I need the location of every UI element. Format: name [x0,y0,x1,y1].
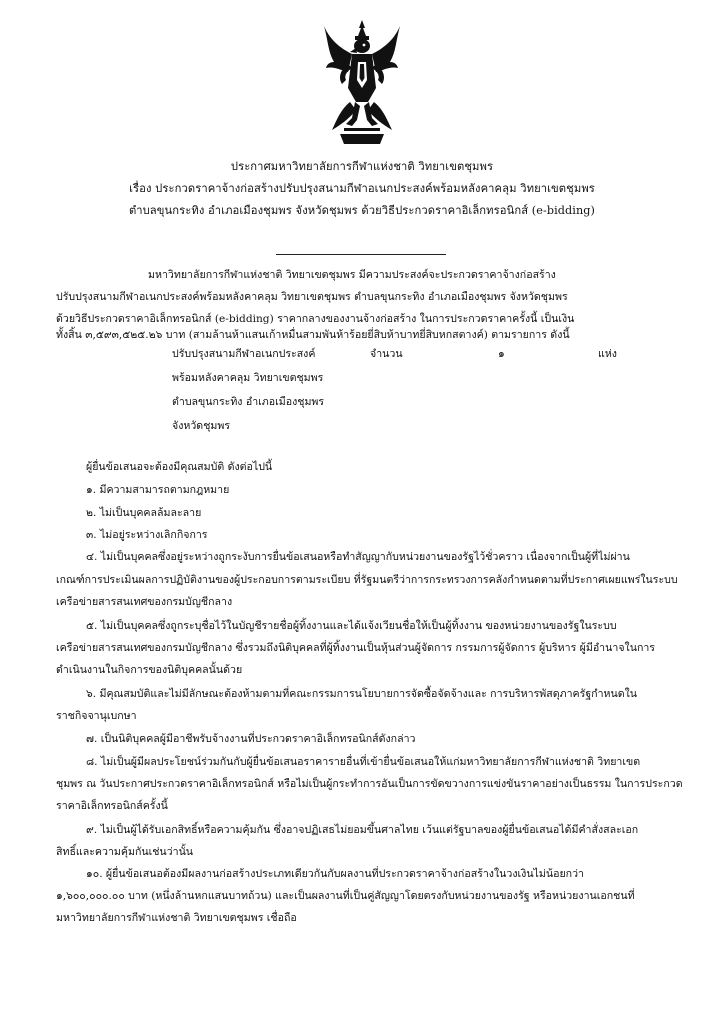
qualification-item: ราชกิจจานุเบกษา [56,710,137,722]
qualification-item: สิทธิ์และความคุ้มกันเช่นว่านั้น [56,846,194,858]
item-description: ปรับปรุงสนามกีฬาอเนกประสงค์ [172,348,316,360]
qualification-item: ๖. มีคุณสมบัติและไม่มีลักษณะต้องห้ามตามที่คณะกรรมการนโยบายการจัดซื้อจัดจ้างและ การบริหารพัสดุภาครัฐกำหนดใน [86,688,638,700]
qualification-item: ๕. ไม่เป็นบุคคลซึ่งถูกระบุชื่อไว้ในบัญชีรายชื่อผู้ทิ้งงานและได้แจ้งเวียนชื่อให้เป็นผู้ทิ้งงาน ของหน่วยงานของรัฐในระบบ [86,620,617,632]
qualifications-heading: ผู้ยื่นข้อเสนอจะต้องมีคุณสมบัติ ดังต่อไปนี้ [86,461,273,473]
item-unit: แห่ง [598,348,617,360]
item-description: จังหวัดชุมพร [172,420,231,432]
item-description: ตำบลขุนกระทิง อำเภอเมืองชุมพร [172,396,325,408]
announcement-header [40,156,684,222]
header-subject: เรื่อง ประกวดราคาจ้างก่อสร้างปรับปรุงสนามกีฬาอเนกประสงค์พร้อมหลังคาคลุม วิทยาเขตชุมพร [129,182,595,195]
qualification-item: ดำเนินงานในกิจการของนิติบุคคลนั้นด้วย [56,664,243,676]
item-quantity: ๑ [498,348,505,360]
garuda-emblem-icon [322,18,402,150]
qualification-item: ๑,๖๐๐,๐๐๐.๐๐ บาท (หนึ่งล้านหกแสนบาทถ้วน) และเป็นผลงานที่เป็นคู่สัญญาโดยตรงกับหน่วยงานของรัฐ หรือหน่วยงานเอกชนที่ [56,890,635,902]
header-location: ตำบลขุนกระทิง อำเภอเมืองชุมพร จังหวัดชุมพร ด้วยวิธีประกวดราคาอิเล็กทรอนิกส์ (e-bidding) [128,204,596,217]
intro-line: ทั้งสิ้น ๓,๕๙๓,๕๒๕.๒๖ บาท (สามล้านห้าแสนเก้าหมื่นสามพันห้าร้อยยี่สิบห้าบาทยี่สิบหกสตางค์) ตามรายการ ดังนี้ [56,329,570,341]
qualification-item: ชุมพร ณ วันประกาศประกวดราคาอิเล็กทรอนิกส์ หรือไม่เป็นผู้กระทำการอันเป็นการขัดขวางการแข่งขันราคาอย่างเป็นธรรม ในการประกวด [56,778,683,790]
qualification-item: มหาวิทยาลัยการกีฬาแห่งชาติ วิทยาเขตชุมพร เชื่อถือ [56,912,297,924]
qualification-item: เครือข่ายสารสนเทศของกรมบัญชีกลาง [56,596,233,608]
qualification-item: ๗. เป็นนิติบุคคลผู้มีอาชีพรับจ้างงานที่ประกวดราคาอิเล็กทรอนิกส์ดังกล่าว [86,733,416,745]
item-quantity-label: จำนวน [370,348,403,360]
intro-line: ปรับปรุงสนามกีฬาอเนกประสงค์พร้อมหลังคาคลุม วิทยาเขตชุมพร ตำบลขุนกระทิง อำเภอเมืองชุมพร จังหวัดชุมพร [56,291,568,303]
qualification-item: ๒. ไม่เป็นบุคคลล้มละลาย [86,507,202,519]
qualification-item: ๑. มีความสามารถตามกฎหมาย [86,484,230,496]
qualification-item: ๘. ไม่เป็นผู้มีผลประโยชน์ร่วมกันกับผู้ยื่นข้อเสนอราคารายอื่นที่เข้ายื่นข้อเสนอให้แก่มหาวิทยาลัยการกีฬาแห่งชาติ วิทยาเขต [86,756,641,768]
qualification-item: ๔. ไม่เป็นบุคคลซึ่งอยู่ระหว่างถูกระงับการยื่นข้อเสนอหรือทำสัญญากับหน่วยงานของรัฐไว้ชั่วคราว เนื่องจากเป็นผู้ที่ไม่ผ่าน [86,551,630,563]
qualification-item: ๑๐. ผู้ยื่นข้อเสนอต้องมีผลงานก่อสร้างประเภทเดียวกันกับผลงานที่ประกวดราคาจ้างก่อสร้างในวงเงินไม่น้อยกว่า [86,868,584,880]
header-title: ประกาศมหาวิทยาลัยการกีฬาแห่งชาติ วิทยาเขตชุมพร [230,160,494,173]
qualification-item: ราคาอิเล็กทรอนิกส์ครั้งนี้ [56,800,168,812]
intro-line: ด้วยวิธีประกวดราคาอิเล็กทรอนิกส์ (e-bidding) ราคากลางของงานจ้างก่อสร้าง ในการประกวดราคาครั้งนี้ เป็นเงิน [56,313,575,325]
qualification-item: เกณฑ์การประเมินผลการปฏิบัติงานของผู้ประกอบการตามระเบียบ ที่รัฐมนตรีว่าการกระทรวงการคลังกำหนดตามที่ประกาศเผยแพร่ในระบบ [56,574,678,586]
qualification-item: ๓. ไม่อยู่ระหว่างเลิกกิจการ [86,529,208,541]
qualification-item: เครือข่ายสารสนเทศของกรมบัญชีกลาง ซึ่งรวมถึงนิติบุคคลที่ผู้ทิ้งงานเป็นหุ้นส่วนผู้จัดการ กรรมการผู้จัดการ ผู้บริหาร ผู้มีอำนาจในการ [56,642,655,654]
header-divider [276,254,446,255]
intro-line: มหาวิทยาลัยการกีฬาแห่งชาติ วิทยาเขตชุมพร มีความประสงค์จะประกวดราคาจ้างก่อสร้าง [148,269,556,281]
qualification-item: ๙. ไม่เป็นผู้ได้รับเอกสิทธิ์หรือความคุ้มกัน ซึ่งอาจปฏิเสธไม่ยอมขึ้นศาลไทย เว้นแต่รัฐบาลของผู้ยื่นข้อเสนอได้มีคำสั่งสละเอก [86,824,639,836]
item-description: พร้อมหลังคาคลุม วิทยาเขตชุมพร [172,372,324,384]
